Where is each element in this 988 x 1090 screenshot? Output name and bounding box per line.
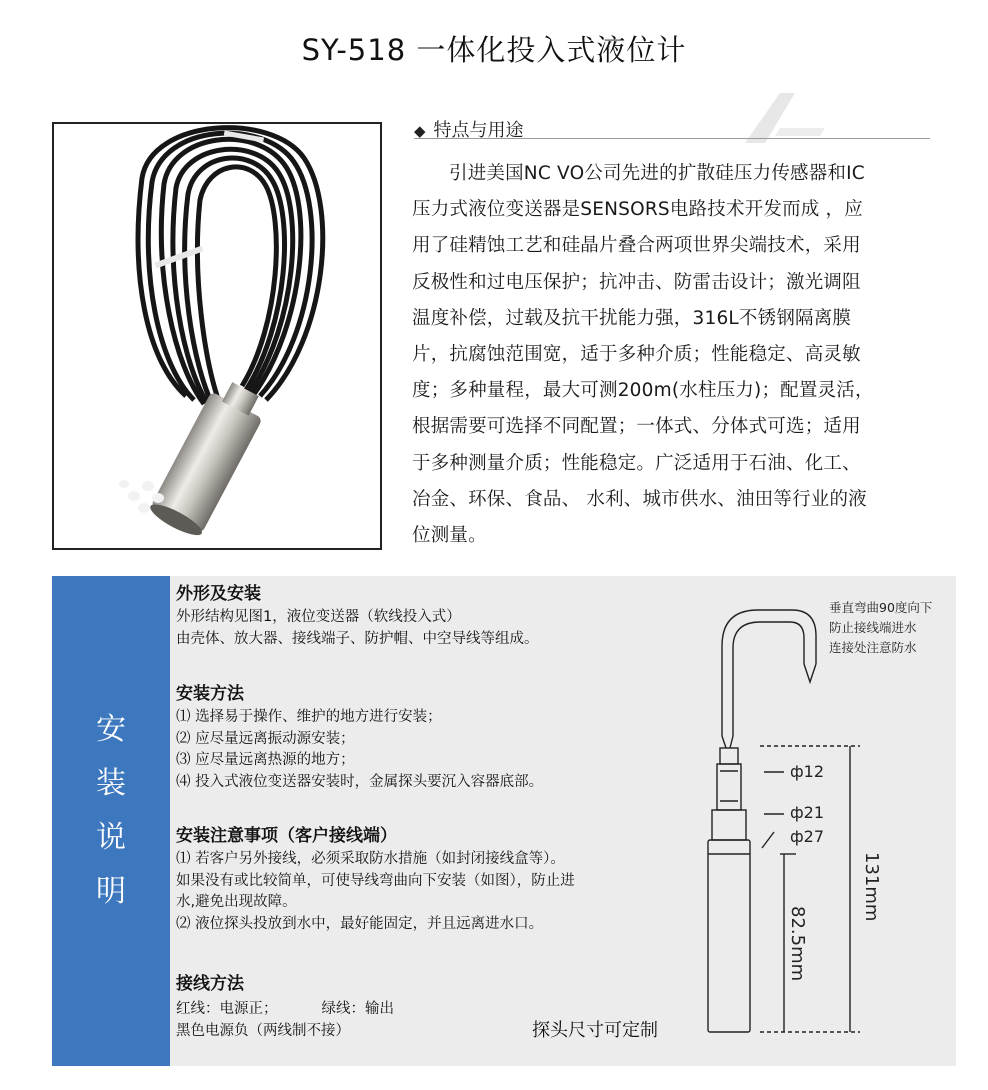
dim-d12: ф12: [790, 762, 825, 781]
page-title: SY-518 一体化投入式液位计: [301, 33, 687, 67]
sidebar-char: 说: [96, 820, 126, 855]
product-photo: [52, 122, 382, 550]
diagram-note-3: 连接处注意防水: [829, 640, 917, 655]
dim-d27: ф27: [790, 827, 825, 846]
features-text: [412, 156, 924, 554]
wire-green: 绿线：输出: [321, 1001, 394, 1017]
shape-heading: 外形及安装: [176, 584, 261, 604]
diagram-note-2: 防止接线端进水: [829, 620, 917, 635]
wiring-text: [176, 999, 394, 1042]
dim-total-length: 131mm: [861, 852, 882, 922]
sidebar-char: 明: [96, 874, 126, 909]
features-line: 片，抗腐蚀范围宽，适于多种介质；性能稳定、高灵敏: [412, 344, 861, 366]
features-line: 度；多种量程，最大可测200m(水柱压力)；配置灵活，: [412, 380, 874, 402]
diagram-note-1: 垂直弯曲90度向下: [829, 600, 933, 615]
notes-heading: 安装注意事项（客户接线端）: [176, 826, 397, 846]
features-line: 用了硅精蚀工艺和硅晶片叠合两项世界尖端技术，采用: [412, 235, 861, 257]
features-line: 位测量。: [412, 525, 487, 547]
features-line: 于多种测量介质；性能稳定。广泛适用于石油、化工、: [412, 452, 861, 474]
method-text: ⑴ 选择易于操作、维护的地方进行安装； ⑵ 应尽量远离振动源安装； ⑶ 应尽量远离热源的地方； ⑷ 投入式液位变送器安装时，金属探头要沉入容器底部。: [176, 709, 544, 790]
sidebar-char: 安: [96, 712, 126, 747]
features-heading: ◆ 特点与用途: [414, 116, 930, 139]
wiring-heading: 接线方法: [176, 974, 244, 994]
features-line: 引进美国NC VO公司先进的扩散硅压力传感器和IC: [449, 163, 865, 184]
features-line: 反极性和过电压保护；抗冲击、防雷击设计；激光调阻: [412, 271, 861, 293]
features-line: 压力式液位变送器是SENSORS电路技术开发而成 ，应: [412, 199, 863, 221]
features-line: 根据需要可选择不同配置；一体式、分体式可选；适用: [412, 416, 861, 438]
wire-red: 红线：电源正；: [176, 1001, 278, 1017]
shape-text: 外形结构见图1，液位变送器（软线投入式） 由壳体、放大器、接线端子、防护帽、中空导线等组成。: [176, 609, 539, 647]
dim-d21: ф21: [790, 803, 825, 822]
method-heading: 安装方法: [176, 684, 244, 704]
features-line: 温度补偿，过载及抗干扰能力强，316L不锈钢隔离膜: [412, 307, 852, 329]
wire-black: 黑色电源负（两线制不接）: [176, 1022, 350, 1039]
custom-size-note: 探头尺寸可定制: [532, 1020, 658, 1041]
dim-body-length: 82.5mm: [787, 906, 808, 982]
notes-text: ⑴ 若客户另外接线，必须采取防水措施（如封闭接线盒等）。 如果没有或比较简单，可使导线弯曲向下安装（如图），防止进 水,避免出现故障。 ⑵ 液位探头投放到水中，最好能固定，并且远离进水口。: [176, 851, 575, 932]
features-line: 冶金、环保、食品、 水利、城市供水、油田等行业的液: [412, 488, 867, 510]
sidebar-char: 装: [96, 766, 126, 801]
install-sidebar: [52, 576, 170, 1066]
diamond-icon: ◆: [414, 122, 426, 140]
